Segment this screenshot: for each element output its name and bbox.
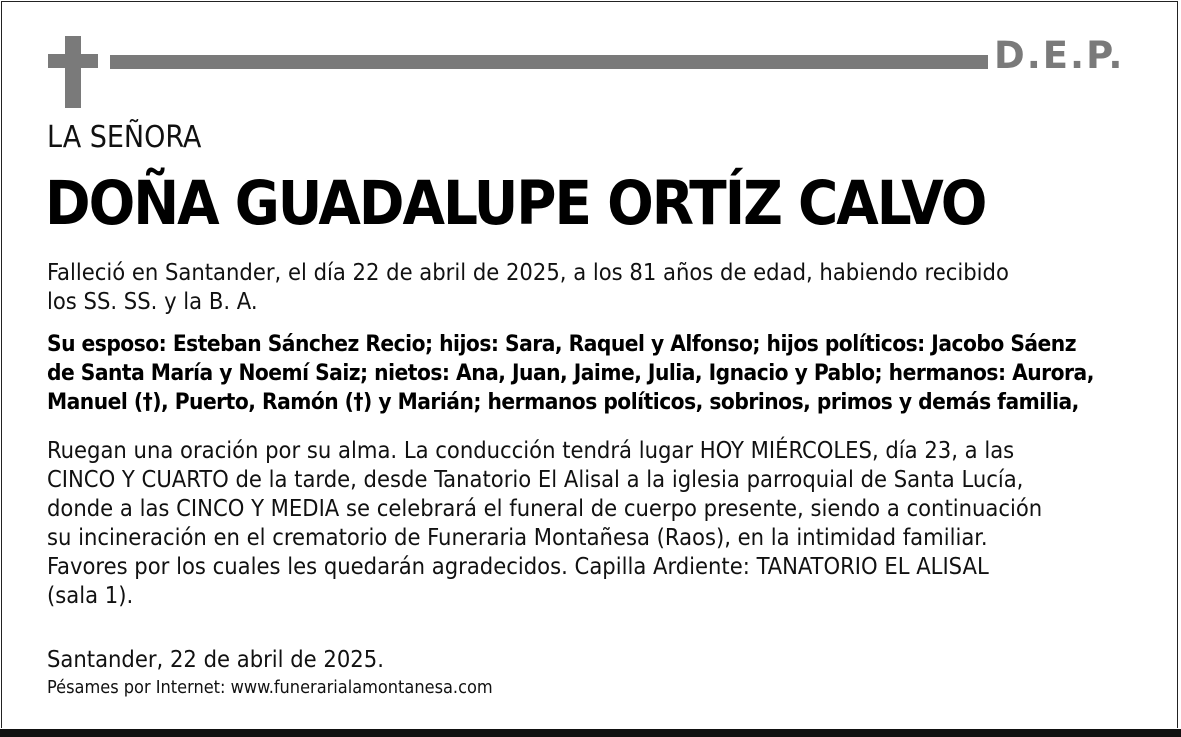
condolences-link[interactable]: Pésames por Internet: www.funerarialamontanesa.com	[47, 677, 493, 698]
family-paragraph	[47, 330, 1147, 417]
announcement-line: su incineración en el crematorio de Funeraria Montañesa (Raos), en la intimidad familiar.	[47, 523, 988, 551]
cross-icon	[48, 36, 98, 108]
announcement-line: donde a las CINCO Y MEDIA se celebrará el funeral de cuerpo presente, siendo a continuación	[47, 494, 1043, 522]
family-line: Manuel (†), Puerto, Ramón (†) y Marián; hermanos políticos, sobrinos, primos y demás familia,	[47, 389, 1079, 415]
announcement-line: CINCO Y CUARTO de la tarde, desde Tanatorio El Alisal a la iglesia parroquial de Santa Lucía,	[47, 465, 1024, 493]
place-date: Santander, 22 de abril de 2025.	[47, 645, 384, 673]
announcement-paragraph	[47, 436, 1147, 610]
family-line: de Santa María y Noemí Saiz; nietos: Ana, Juan, Jaime, Julia, Ignacio y Pablo; hermanos: Aurora,	[47, 360, 1094, 386]
announcement-line: Ruegan una oración por su alma. La conducción tendrá lugar HOY MIÉRCOLES, día 23, a las	[47, 436, 1015, 464]
deceased-name: DOÑA GUADALUPE ORTÍZ CALVO	[45, 168, 986, 239]
family-line: Su esposo: Esteban Sánchez Recio; hijos: Sara, Raquel y Alfonso; hijos políticos: Jacobo Sáenz	[47, 331, 1076, 357]
announcement-line: (sala 1).	[47, 581, 134, 609]
intro-line: los SS. SS. y la B. A.	[47, 287, 258, 315]
intro-line: Falleció en Santander, el día 22 de abril de 2025, a los 81 años de edad, habiendo recibido	[47, 258, 1009, 286]
announcement-line: Favores por los cuales les quedarán agradecidos. Capilla Ardiente: TANATORIO EL ALISAL	[47, 552, 989, 580]
dep-label: D.E.P.	[994, 34, 1125, 77]
header-rule	[110, 55, 988, 69]
intro-paragraph	[47, 258, 1147, 316]
title-label: LA SEÑORA	[47, 120, 202, 155]
bottom-border	[0, 729, 1181, 737]
